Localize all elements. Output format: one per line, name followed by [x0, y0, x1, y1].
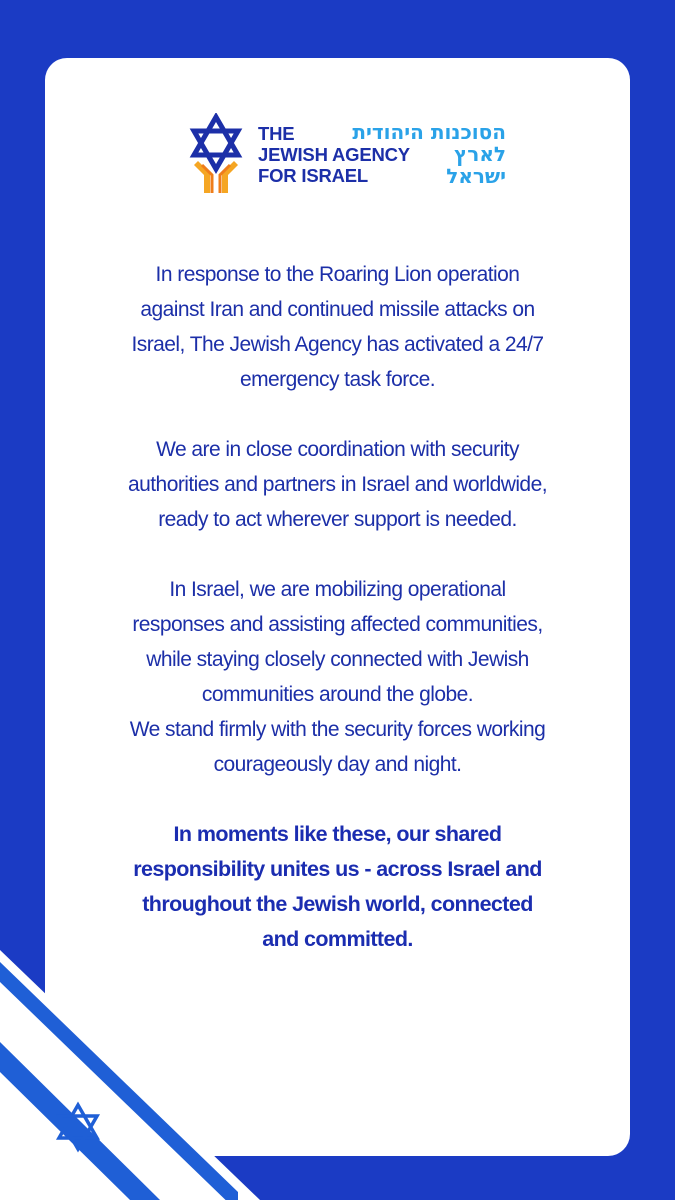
logo-line-1: THE [258, 123, 295, 144]
logo-hebrew-line-2: לארץ [454, 142, 506, 166]
logo-line-3: FOR ISRAEL [258, 165, 369, 186]
star-of-david-hands-icon [176, 113, 256, 195]
logo-hebrew-text [352, 121, 506, 187]
logo-hebrew-line-3: ישראל [446, 164, 506, 188]
paragraph-3: In Israel, we are mobilizing operational responses and assisting affected communities, while staying closely connected with Jewish communities around the globe. We stand firmly with the security forces working courageously day and night. [129, 578, 546, 776]
logo-line-2: JEWISH AGENCY [258, 144, 410, 165]
statement-body [45, 257, 630, 979]
logo-hebrew-line-1: הסוכנות היהודית [352, 120, 506, 144]
paragraph-2: We are in close coordination with security authorities and partners in Israel and worldwide, ready to act wherever support is needed. [128, 438, 547, 531]
closing-statement: In moments like these, our shared responsibility unites us - across Israel and throughout the Jewish world, connected and committed. [133, 822, 542, 951]
jewish-agency-logo [176, 113, 506, 195]
israel-flag-icon [0, 950, 260, 1200]
paragraph-1: In response to the Roaring Lion operation against Iran and continued missile attacks on Israel, The Jewish Agency has activated a 24/7 emergency task force. [131, 263, 544, 391]
